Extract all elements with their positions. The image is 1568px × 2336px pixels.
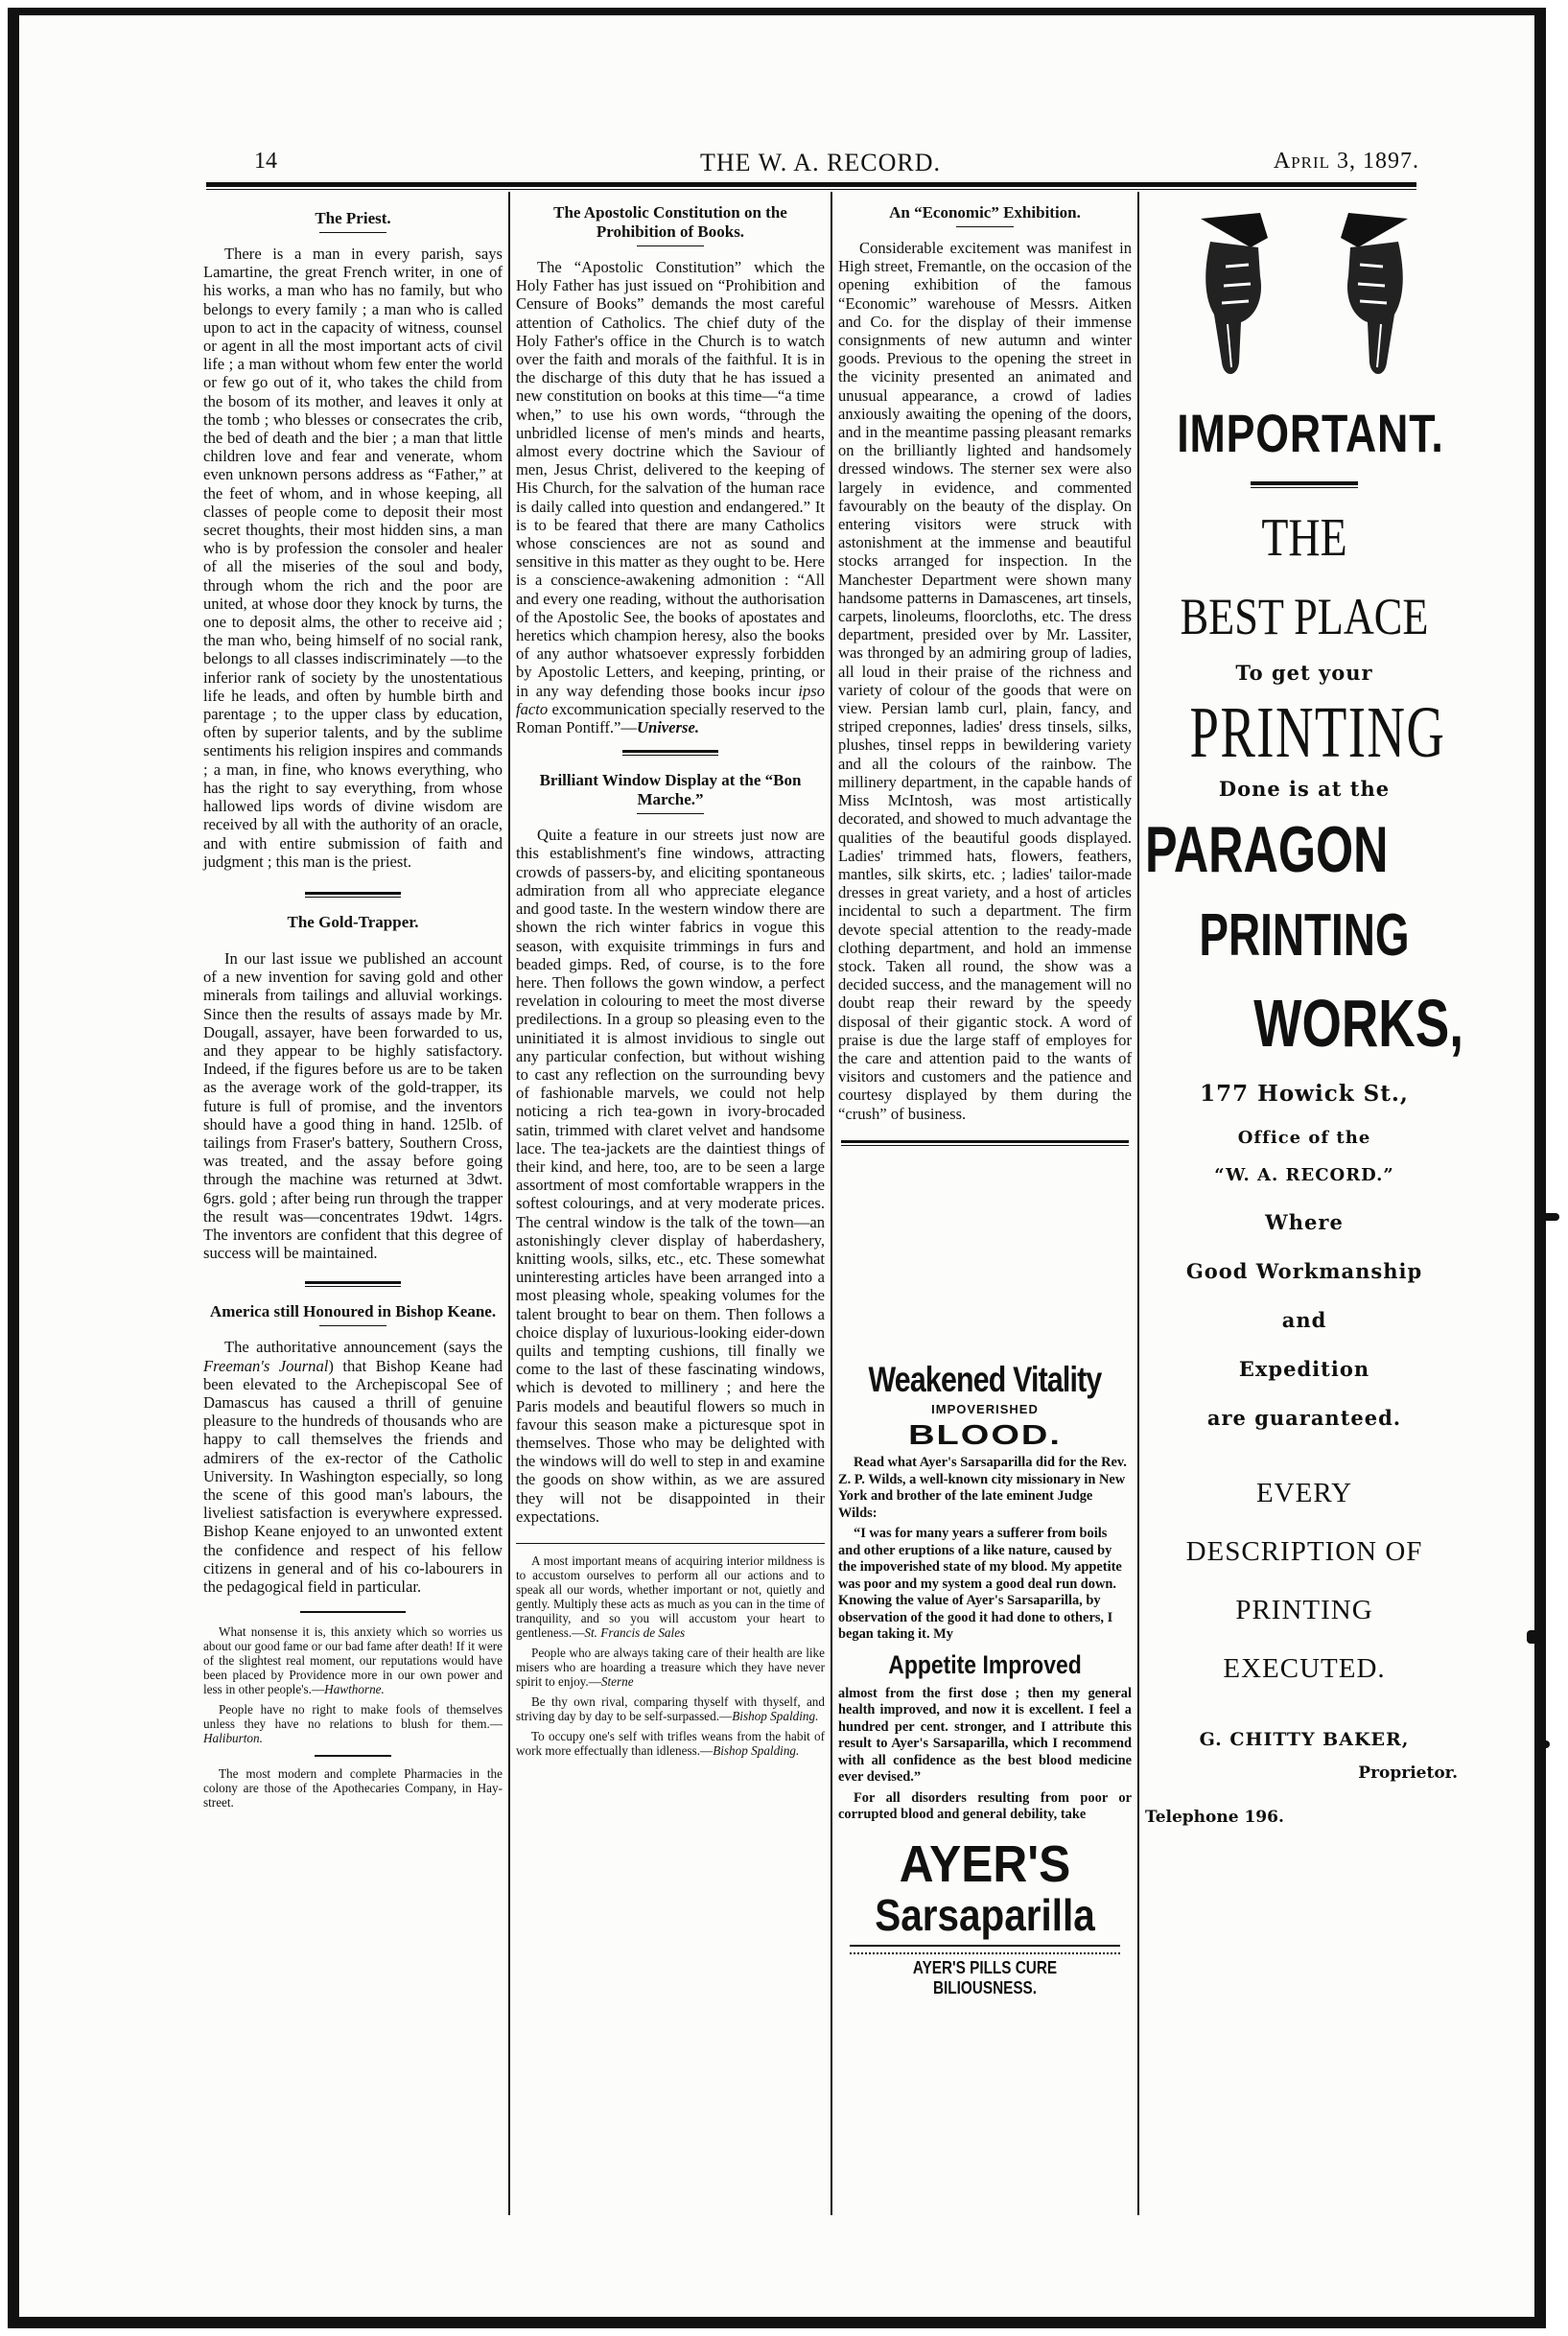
paragon-printing-ad bbox=[1145, 199, 1463, 1827]
section-separator bbox=[305, 892, 401, 898]
ad-good-workmanship: Good Workmanship bbox=[1185, 1259, 1423, 1283]
section-separator bbox=[300, 1611, 406, 1613]
section-separator bbox=[841, 1140, 1129, 1146]
article-paragraph bbox=[203, 1338, 503, 1596]
quotation-note bbox=[516, 1553, 825, 1640]
ad-description: DESCRIPTION OF bbox=[1185, 1536, 1423, 1567]
ad-subhead-improved: Appetite Improved bbox=[888, 1649, 1082, 1679]
column-3 bbox=[838, 199, 1132, 1161]
note-author: Bishop Spalding. bbox=[713, 1743, 800, 1758]
article-paragraph: There is a man in every parish, says Lamartine, the great French writer, in one of his works, a man who has no family, but who belongs to every family ; a man who is called upon to act in the capacity of witness, counsel or agent in all the most important acts of civil life ; a man without whom few enter the world or few go out of it, who takes the child from the bosom of its mother, and leaves it only at the tomb ; who blesses or consecrates the crib, the bed of death and the bier ; a man that little children love and fear and venerate, whom even unknown persons address as “Father,” at the feet of whom, and in whose keeping, all classes of people come to deposit their most secret thoughts, their most hidden sins, a man who is by profession the consoler and healer of all the miseries of the soul and body, through whom the rich and the poor are united, at whose door they knock by turns, the one to deposit alms, the other to receive aid ; the man who, being himself of no social rank, belongs to all classes indiscriminately —to the inferior rank of society by the unostentatious life he leads, and often by humble birth and parentage ; to the upper class by education, often by superior talents, and by the sublime sentiments his religion inspires and commands ; a man, in fine, who knows everything, who has the right to say everything, from whose hallowed lips words of divine wisdom are received by all with the authority of an oracle, and with entire submission of faith and judgment ; this man is the priest. bbox=[203, 245, 503, 871]
page-border-left bbox=[8, 8, 19, 2328]
ad-intro bbox=[838, 1455, 1132, 1522]
margin-mark bbox=[1540, 1740, 1550, 1748]
ad-printing-2: PRINTING bbox=[1199, 902, 1410, 969]
ad-executed: EXECUTED. bbox=[1223, 1653, 1386, 1684]
ad-disorders: For all disorders resulting from poor or corrupted blood and general debility, take bbox=[838, 1789, 1132, 1822]
pointing-hand-icon bbox=[1193, 209, 1279, 382]
note-text: People who are always taking care of their health are like misers who are hoarding a treasure which they have never spirit to enjoy.— bbox=[516, 1646, 825, 1689]
article-paragraph: In our last issue we published an account of a new invention for saving gold and other minerals from tailings and alluvial workings. Since then the results of assays made by Mr. Dougall, assayer, have been forwarded to us, and they appear to be highly satisfactory. Indeed, if the figures before us are to be taken as the average work of the gold-trapper, its future is full of promise, and the inventors should have a good thing in hand. 125lb. of tailings from Fraser's battery, Southern Cross, was treated, and the assay before going through the machine was returned at 3dwt. 6grs. gold ; after being run through the trapper the result was—concentrates 19dwt. 14grs. The inventors are confident that this degree of success will be maintained. bbox=[203, 948, 503, 1263]
title-underline bbox=[637, 245, 704, 246]
column-rule bbox=[1137, 192, 1139, 2215]
ad-decorative-rule bbox=[850, 1945, 1120, 1954]
ad-to-get: To get your bbox=[1235, 661, 1373, 685]
page-border-right bbox=[1534, 8, 1546, 2328]
ad-paragon: PARAGON bbox=[1145, 813, 1389, 886]
paragraph-text: excommunication specially reserved to the Roman Pontiff.”— bbox=[516, 699, 825, 737]
ad-record: “W. A. RECORD.” bbox=[1214, 1165, 1394, 1185]
pointing-hand-icon bbox=[1329, 209, 1416, 382]
title-underline bbox=[319, 232, 386, 233]
title-underline bbox=[956, 226, 1014, 227]
ad-every: EVERY bbox=[1255, 1478, 1353, 1508]
article-title: America still Honoured in Bishop Keane. bbox=[209, 1302, 497, 1321]
note-text: People have no right to make fools of themselves unless they have no relations to blush for them.— bbox=[203, 1702, 503, 1732]
ad-blood-word: BLOOD. bbox=[908, 1420, 1062, 1451]
column-rule bbox=[508, 192, 510, 2215]
column-rule bbox=[831, 192, 832, 2215]
source-name: Freeman's Journal bbox=[203, 1356, 329, 1375]
ad-pills-line: AYER'S PILLS CURE BILIOUSNESS. bbox=[912, 1957, 1058, 1997]
ad-rule bbox=[1251, 481, 1358, 488]
note-text: What nonsense it is, this anxiety which so worries us about our good fame or our bad fame after death! If it were of the slightest real moment, our reputations would have been placed by Providence more in our own power and less in other people's.— bbox=[203, 1624, 503, 1697]
note-author: Hawthorne. bbox=[324, 1682, 385, 1697]
paragraph-text: ) that Bishop Keane had been elevated to the Archepiscopal See of Damascus has caused a thrill of genuine pleasure to the hundreds of thousands who are happy to call themselves the friends and admirers of the ex-rector of the Catholic University. In Washington especially, so long the scene of this good man's labours, the liveliest satisfaction is everywhere expressed. Bishop Keane enjoyed to an unwonted extent the confidence and respect of his fellow citizens in general and of his co-labourers in the pedagogical field in particular. bbox=[203, 1356, 503, 1596]
quotation-note bbox=[203, 1624, 503, 1696]
column-1 bbox=[203, 199, 503, 1810]
header-rule bbox=[206, 182, 1416, 190]
ad-guaranteed: are guaranteed. bbox=[1206, 1406, 1402, 1430]
article-paragraph: Quite a feature in our streets just now are this establishment's fine windows, attracting crowds of passers-by, and eliciting spontaneous admiration from all who appreciate elegance and good taste. In the western window there are shown the rich winter fabrics in vogue this season, with exquisite trimmings in furs and beaded gimps. Red, of course, is to the fore here. Then follows the gown window, a perfect revelation in colouring to meet the most diverse predilections. In a group so pleasing even to the uninitiated it is almost invidious to single out any particular confection, but without wishing to cast any reflection on the surrounding bevy of fashionable marvels, we could not help noticing a rich tea-gown in ivory-brocaded satin, trimmed with claret velvet and handsome lace. The tea-jackets are the daintiest things of their kind, and here, too, are to be seen a large assortment of most comfortable wrappers in the softest colourings, and at very moderate prices. The central window is the talk of the town—an astonishingly clever display of haberdashery, knitting wools, silks, etc., etc. These somewhat uninteresting articles have been arranged into a most pleasing whole, speaking volumes for the talent brought to bear on them. Then follows a choice display of luxurious-looking eider-down quilts and tempting cushions, till finally we come to the last of these fascinating windows, which is devoted to millinery ; and here the Paris models and beautiful flowers so much in favour this season make a picturesque spot in themselves. Those who may be delighted with the windows will do well to step in and examine the goods on show within, as we are assured they will not be disappointed in their expectations. bbox=[516, 826, 825, 1526]
quotation-note bbox=[516, 1646, 825, 1689]
ad-headline: Weakened Vitality bbox=[868, 1360, 1102, 1399]
ad-office: Office of the bbox=[1237, 1128, 1371, 1148]
latin-phrase: ipso facto bbox=[516, 681, 825, 718]
ad-printing: PRINTING bbox=[1189, 692, 1446, 773]
title-underline bbox=[637, 813, 704, 814]
ad-done: Done is at the bbox=[1218, 777, 1391, 801]
note-author: Sterne bbox=[600, 1674, 634, 1689]
ad-important: IMPORTANT. bbox=[1177, 403, 1444, 463]
section-separator bbox=[622, 750, 718, 756]
article-title: Brilliant Window Display at the “Bon Marche.” bbox=[539, 771, 802, 809]
ad-proprietor-title: Proprietor. bbox=[1358, 1764, 1458, 1783]
ad-printing-3: PRINTING bbox=[1235, 1595, 1373, 1625]
page-border-bottom bbox=[8, 2317, 1546, 2328]
ad-subheadline: IMPOVERISHED bbox=[931, 1402, 1039, 1416]
note-text: A most important means of acquiring interior mildness is to accustom ourselves to perform all our actions and to speak all our words, whether important or not, quietly and gently. Multiply these acts as much as you can in the time of tranquility, and so you will accustom your heart to gentleness.— bbox=[516, 1553, 825, 1640]
note-text: Be thy own rival, comparing thyself with thyself, and striving day by day to be self-surpassed.— bbox=[516, 1694, 825, 1723]
paragraph-text: The authoritative announcement (says the bbox=[224, 1338, 503, 1357]
section-separator bbox=[315, 1755, 391, 1757]
note-text: To occupy one's self with trifles weans from the habit of work more effectually than idleness.— bbox=[516, 1729, 825, 1758]
quotation-note bbox=[203, 1702, 503, 1745]
article-paragraph: Considerable excitement was manifest in High street, Fremantle, on the occasion of the opening exhibition of the famous “Economic” warehouse of Messrs. Aitken and Co. for the display of their immense consignments of new autumn and winter goods. Previous to the opening the street in the vicinity presented an animated and unusual appearance, a crowd of ladies anxiously awaiting the opening of the doors, and in the meantime passing pleasant remarks on the brilliantly lighted and handsomely dressed windows. The sterner sex were also largely in evidence, and commented favourably on the beauty of the display. On entering visitors were struck with astonishment at the immense and beautiful stocks arranged for inspection. In the Manchester Department were shown many handsome patterns in Damascenes, art tinsels, carpets, linoleums, floorcloths, etc. The dress department, presided over by Mr. Lassiter, was thronged by an admiring group of ladies, all loud in their praise of the richness and variety of colour of the goods that were on view. Persian lamb curl, plain, fancy, and striped creponnes, ladies' dress tinsels, silks, plushes, tinsel repps in bewildering variety and all the colours of the rainbow. The millinery department, in the capable hands of Miss McIntosh, was most artistically decorated, and showed to much advantage the qualities of the beautiful goods displayed. Ladies' trimmed hats, flowers, feathers, mantles, silk skirts, etc. ; ladies' tailor-made dresses in great variety, and a host of articles incidental to such a department. The firm devote special attention to the ready-made clothing department, and hold an immense stock. Taken all round, the show was a decided success, and the management will no doubt reap their reward by the speedy disposal of their gigantic stock. A word of praise is due the large staff of employes for the care and attention paid to the wants of visitors and customers and the patience and courtesy displayed by them during the “crush” of business. bbox=[838, 239, 1132, 1123]
column-2 bbox=[516, 199, 825, 1758]
ad-testimonial-continued: almost from the first dose ; then my general health improved, and now it is excellent. I feel a hundred per cent. stronger, and I attribute this result to Ayer's Sarsaparilla, which I recommend with all confidence as the best blood medicine ever devised.” bbox=[838, 1685, 1132, 1785]
article-paragraph bbox=[516, 258, 825, 736]
page-header bbox=[201, 149, 1419, 183]
pointing-hands bbox=[1145, 199, 1463, 391]
ad-best-place: BEST PLACE bbox=[1180, 588, 1429, 645]
newspaper-title: THE W. A. RECORD. bbox=[700, 149, 942, 176]
issue-date: April 3, 1897. bbox=[1273, 149, 1419, 174]
quotation-note bbox=[516, 1694, 825, 1723]
ad-testimonial-text: “I was for many years a sufferer from boils and other eruptions of a like nature, caused by the impoverished state of my blood. My appetite was poor and my system a good deal run down. Knowing the value of Ayer's Sarsaparilla, by observation of the good it had done to others, I began taking it. My bbox=[838, 1526, 1122, 1642]
page-number: 14 bbox=[254, 149, 277, 174]
ad-works: WORKS, bbox=[1253, 986, 1463, 1061]
article-title: The Priest. bbox=[315, 209, 391, 227]
note-author: Bishop Spalding. bbox=[732, 1709, 819, 1723]
paragraph-text: The “Apostolic Constitution” which the Holy Father has just issued on “Prohibition and Censure of Books” demands the most careful attention of Catholics. The chief duty of the Holy Father's office in the Church is to watch over the faith and morals of the faithful. It is in the discharge of this duty that he has issued a new constitution on books at this time—“a time when,” to use his own words, “through the unbridled license of men's minds and hearts, almost every doctrine which the Saviour of men, Jesus Christ, delivered to the keeping of His Church, for the salvation of the human race is daily called into question and endangered.” It is to be feared that there are many Catholics whose consciences are not as sound and sensitive in this matter as they ought to be. Here is a conscience-awakening admonition : “All and every one reading, without the authorisation of the Apostolic See, the books of apostates and heretics which champion heresy, also the books of any author whatsoever expressly forbidden by Apostolic Letters, and keeping, printing, or in any way defending those books incur bbox=[516, 258, 825, 700]
ad-intro-text: Read what Ayer's Sarsaparilla did for the Rev. Z. P. Wilds, a well-known city missionary in New York and brother of the late eminent Judge Wilds: bbox=[838, 1455, 1127, 1521]
section-separator bbox=[516, 1543, 825, 1544]
quotation-note bbox=[516, 1729, 825, 1758]
ad-brand-ayers: AYER'S bbox=[899, 1834, 1071, 1893]
article-title: The Gold-Trapper. bbox=[287, 912, 419, 931]
title-underline bbox=[319, 1325, 386, 1326]
note-author: St. Francis de Sales bbox=[584, 1625, 686, 1640]
ad-proprietor-name: G. CHITTY BAKER, bbox=[1199, 1729, 1410, 1750]
ad-address: 177 Howick St., bbox=[1200, 1081, 1409, 1107]
note-author: Haliburton. bbox=[203, 1731, 263, 1746]
section-separator bbox=[305, 1281, 401, 1287]
article-title: An “Economic” Exhibition. bbox=[889, 203, 1081, 222]
ad-testimonial bbox=[838, 1526, 1132, 1644]
margin-mark bbox=[1527, 1630, 1542, 1644]
ad-the: THE bbox=[1261, 508, 1347, 568]
page-border-top bbox=[19, 8, 1544, 15]
margin-mark bbox=[1540, 1213, 1559, 1221]
source-name: Universe. bbox=[636, 718, 699, 737]
ad-telephone: Telephone 196. bbox=[1145, 1808, 1284, 1827]
article-title: The Apostolic Constitution on the Prohibition of Books. bbox=[553, 203, 787, 241]
ad-expedition: Expedition bbox=[1238, 1357, 1370, 1381]
ad-brand-sarsaparilla: Sarsaparilla bbox=[875, 1889, 1095, 1940]
ayers-sarsaparilla-ad bbox=[838, 1360, 1132, 1998]
quotation-note: The most modern and complete Pharmacies in the colony are those of the Apothecaries Company, in Hay-street. bbox=[203, 1766, 503, 1810]
ad-where: Where bbox=[1265, 1210, 1344, 1234]
ad-and: and bbox=[1281, 1308, 1327, 1332]
